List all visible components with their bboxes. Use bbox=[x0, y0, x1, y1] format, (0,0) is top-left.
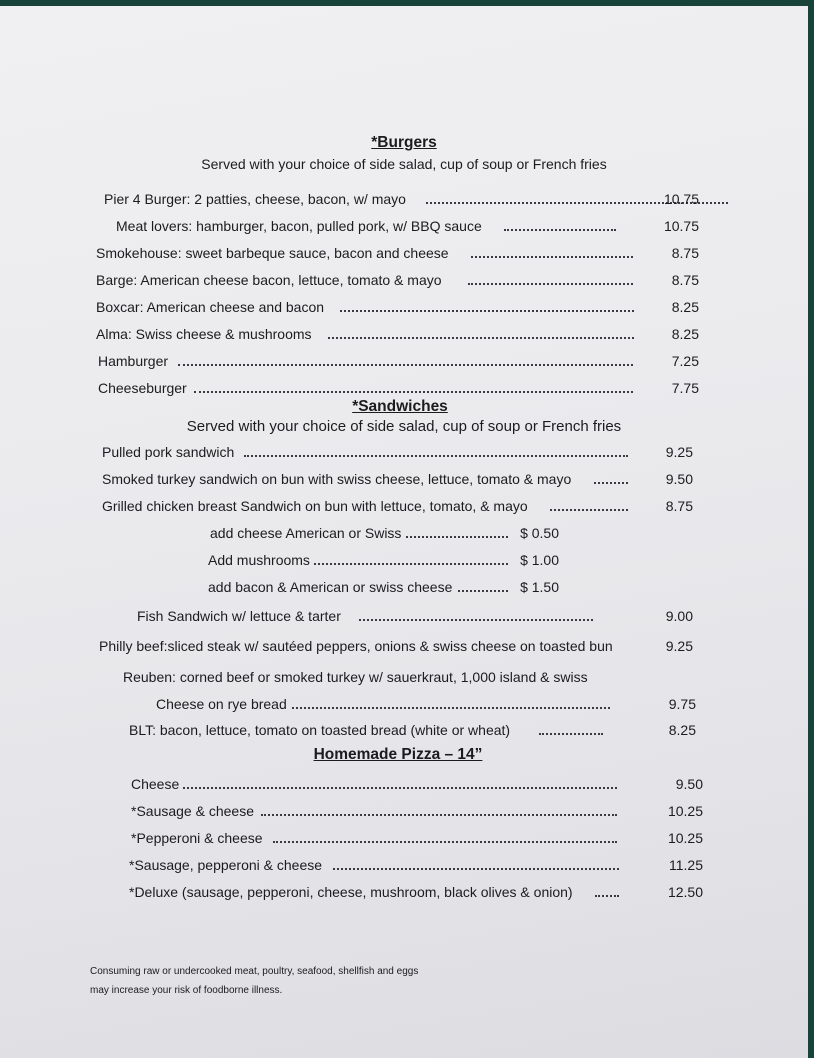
item-name: Cheeseburger bbox=[98, 380, 187, 396]
item-price: 9.25 bbox=[665, 444, 693, 460]
leader-dots bbox=[468, 283, 633, 285]
addon-price: $ 1.00 bbox=[520, 552, 559, 568]
item-name: Cheese bbox=[131, 776, 180, 792]
philly-item-name: Philly beef:sliced steak w/ sautéed peppers, onions & swiss cheese on toasted bun bbox=[99, 638, 613, 654]
leader-dots bbox=[539, 733, 603, 735]
item-price: 7.25 bbox=[671, 353, 699, 369]
leader-dots bbox=[333, 868, 619, 870]
item-price: 8.75 bbox=[671, 272, 699, 288]
reuben-item-line1: Reuben: corned beef or smoked turkey w/ sauerkraut, 1,000 island & swiss bbox=[123, 669, 588, 685]
leader-dots bbox=[292, 707, 610, 709]
leader-dots bbox=[244, 455, 628, 457]
item-name: Alma: Swiss cheese & mushrooms bbox=[96, 326, 312, 342]
leader-dots bbox=[194, 391, 633, 393]
item-price: 8.25 bbox=[671, 299, 699, 315]
item-price: 10.25 bbox=[667, 803, 703, 819]
item-name: Hamburger bbox=[98, 353, 169, 369]
item-name: Fish Sandwich w/ lettuce & tarter bbox=[137, 608, 341, 624]
item-name: *Sausage, pepperoni & cheese bbox=[129, 857, 323, 873]
leader-dots bbox=[261, 814, 617, 816]
item-price: 8.75 bbox=[671, 245, 699, 261]
item-name: Grilled chicken breast Sandwich on bun with lettuce, tomato, & mayo bbox=[102, 498, 528, 514]
pizza-heading: Homemade Pizza – 14” bbox=[313, 746, 483, 763]
addon-name: add cheese American or Swiss bbox=[210, 525, 402, 541]
item-name: Smoked turkey sandwich on bun with swiss cheese, lettuce, tomato & mayo bbox=[102, 471, 572, 487]
leader-dots bbox=[550, 509, 628, 511]
item-price: 9.50 bbox=[675, 776, 703, 792]
leader-dots bbox=[178, 364, 633, 366]
burgers-subtitle: Served with your choice of side salad, cup of soup or French fries bbox=[201, 156, 607, 172]
leader-dots bbox=[273, 841, 617, 843]
item-name: *Deluxe (sausage, pepperoni, cheese, mushroom, black olives & onion) bbox=[129, 884, 573, 900]
item-name: Barge: American cheese bacon, lettuce, tomato & mayo bbox=[96, 272, 442, 288]
item-name: Smokehouse: sweet barbeque sauce, bacon and cheese bbox=[96, 245, 449, 261]
leader-dots bbox=[504, 229, 616, 231]
item-price: 8.25 bbox=[671, 326, 699, 342]
addon-name: Add mushrooms bbox=[208, 552, 310, 568]
item-price: 11.25 bbox=[669, 857, 703, 873]
leader-dots bbox=[594, 482, 628, 484]
addon-price: $ 1.50 bbox=[520, 579, 559, 595]
footnote-line1: Consuming raw or undercooked meat, poultry, seafood, shellfish and eggs bbox=[90, 966, 419, 977]
leader-dots bbox=[314, 563, 508, 565]
item-price: 9.00 bbox=[665, 608, 693, 624]
burgers-heading: *Burgers bbox=[371, 134, 437, 151]
leader-dots bbox=[471, 256, 633, 258]
sandwiches-heading: *Sandwiches bbox=[352, 398, 448, 415]
item-name: *Pepperoni & cheese bbox=[131, 830, 263, 846]
addon-name: add bacon & American or swiss cheese bbox=[208, 579, 453, 595]
item-name: BLT: bacon, lettuce, tomato on toasted bread (white or wheat) bbox=[129, 722, 511, 738]
item-name: Pulled pork sandwich bbox=[102, 444, 235, 460]
item-price: 8.25 bbox=[668, 722, 696, 738]
leader-dots bbox=[328, 337, 634, 339]
item-name: Meat lovers: hamburger, bacon, pulled pork, w/ BBQ sauce bbox=[116, 218, 482, 234]
item-name: Pier 4 Burger: 2 patties, cheese, bacon, w/ mayo bbox=[104, 191, 406, 207]
item-price: 9.50 bbox=[665, 471, 693, 487]
item-price: 10.25 bbox=[667, 830, 703, 846]
leader-dots bbox=[406, 536, 508, 538]
menu-page bbox=[0, 6, 808, 1058]
footnote-line2: may increase your risk of foodborne illness. bbox=[90, 985, 283, 996]
addon-price: $ 0.50 bbox=[520, 525, 559, 541]
philly-item-price: 9.25 bbox=[665, 638, 693, 654]
item-name: *Sausage & cheese bbox=[131, 803, 254, 819]
item-price: 7.75 bbox=[671, 380, 699, 396]
leader-dots bbox=[359, 619, 593, 621]
item-price: 12.50 bbox=[667, 884, 703, 900]
leader-dots bbox=[183, 787, 617, 789]
item-price: 10.75 bbox=[663, 191, 699, 207]
leader-dots bbox=[595, 895, 619, 897]
item-price: 8.75 bbox=[665, 498, 693, 514]
item-name: Cheese on rye bread bbox=[156, 696, 287, 712]
sandwiches-subtitle: Served with your choice of side salad, cup of soup or French fries bbox=[186, 418, 622, 435]
item-price: 10.75 bbox=[663, 218, 699, 234]
leader-dots bbox=[340, 310, 634, 312]
item-price: 9.75 bbox=[668, 696, 696, 712]
item-name: Boxcar: American cheese and bacon bbox=[96, 299, 325, 315]
